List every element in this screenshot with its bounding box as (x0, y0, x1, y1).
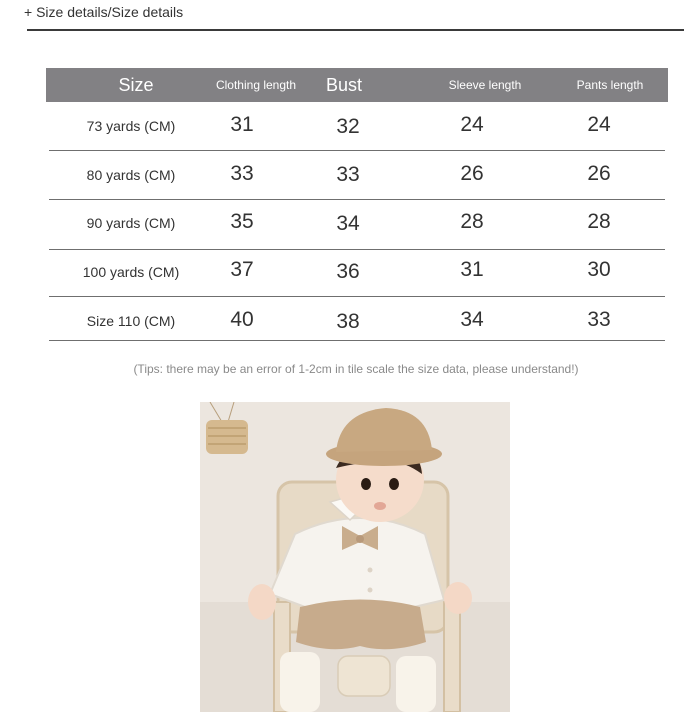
table-row (46, 102, 668, 151)
row-pants-length: 33 (587, 308, 611, 331)
tips-note: (Tips: there may be an error of 1-2cm in tile scale the size data, please understand!) (133, 362, 579, 376)
row-bust: 36 (336, 260, 360, 283)
row-sleeve-length: 28 (460, 210, 484, 233)
baby-model-illustration (200, 402, 510, 712)
table-header (46, 68, 668, 102)
row-bust: 33 (336, 163, 360, 186)
row-size-label: 90 yards (CM) (86, 215, 176, 231)
row-sleeve-length: 31 (460, 258, 484, 281)
row-size-label: Size 110 (CM) (86, 313, 176, 329)
header-bust: Bust (325, 75, 363, 95)
row-sleeve-length: 34 (460, 308, 484, 331)
row-clothing-length: 40 (230, 308, 254, 331)
table-row (46, 200, 668, 250)
row-size-label: 73 yards (CM) (86, 118, 176, 134)
row-clothing-length: 33 (230, 162, 254, 185)
row-sleeve-length: 26 (460, 162, 484, 185)
row-pants-length: 28 (587, 210, 611, 233)
row-pants-length: 30 (587, 258, 611, 281)
table-row (46, 250, 668, 297)
row-size-label: 100 yards (CM) (82, 264, 180, 280)
row-pants-length: 26 (587, 162, 611, 185)
row-divider (49, 340, 665, 341)
row-bust: 38 (336, 310, 360, 333)
section-divider (27, 29, 684, 31)
basket-icon (206, 420, 248, 454)
row-bust: 32 (336, 115, 360, 138)
product-photo (200, 402, 510, 712)
row-clothing-length: 35 (230, 210, 254, 233)
row-clothing-length: 37 (230, 258, 254, 281)
row-size-label: 80 yards (CM) (86, 167, 176, 183)
table-row (46, 151, 668, 200)
row-pants-length: 24 (587, 113, 611, 136)
row-bust: 34 (336, 212, 360, 235)
header-size: Size (118, 75, 154, 95)
header-pants-length: Pants length (576, 78, 644, 92)
row-clothing-length: 31 (230, 113, 254, 136)
row-sleeve-length: 24 (460, 113, 484, 136)
size-table (46, 68, 668, 341)
table-row (46, 297, 668, 341)
header-clothing-length: Clothing length (215, 78, 297, 92)
header-sleeve-length: Sleeve length (448, 78, 522, 92)
section-title: + Size details/Size details (24, 4, 184, 20)
